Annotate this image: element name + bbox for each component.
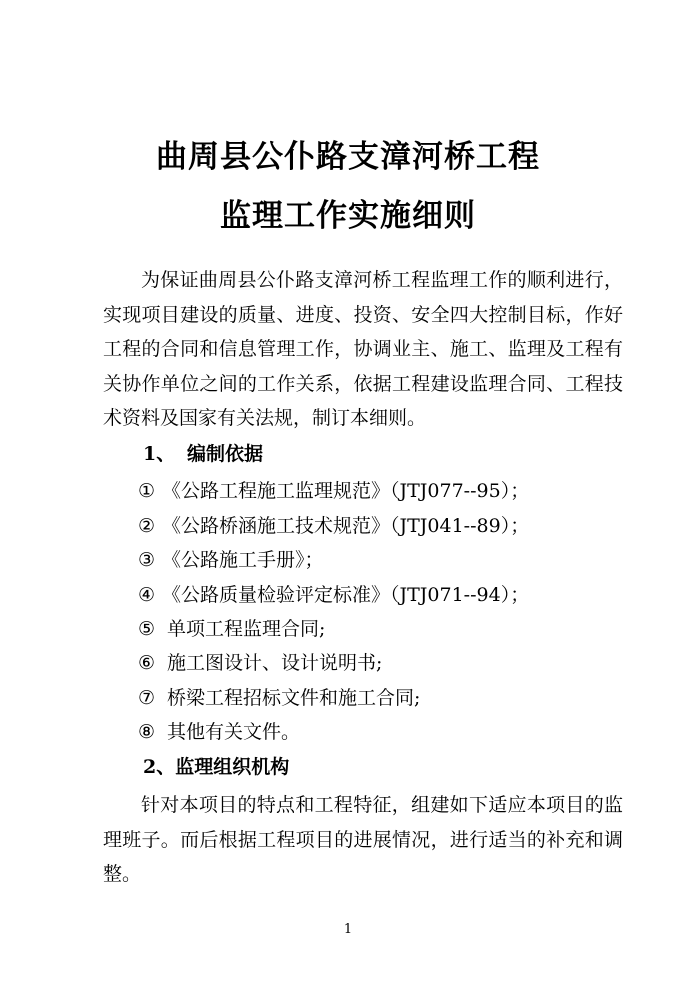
list-item xyxy=(138,514,529,538)
list-item xyxy=(138,479,529,503)
item-marker: ⑦ xyxy=(138,687,156,709)
document-title-line2: 监理工作实施细则 xyxy=(220,198,476,234)
item-text: 桥梁工程招标文件和施工合同; xyxy=(167,687,421,709)
item-text: 《公路质量检验评定标准》（JTJ071--94）； xyxy=(162,584,530,606)
list-item xyxy=(138,548,324,572)
list-item xyxy=(138,686,420,710)
page-number: 1 xyxy=(343,922,353,937)
item-marker: ⑧ xyxy=(138,721,156,743)
item-text: 《公路工程施工监理规范》（JTJ077--95）； xyxy=(162,480,530,502)
item-marker: ③ xyxy=(138,549,156,571)
section2-heading: 2、监理组织机构 xyxy=(143,756,290,778)
list-item xyxy=(138,617,325,641)
item-marker: ⑤ xyxy=(138,618,156,640)
section1-number: 1、 xyxy=(143,443,176,465)
document-title-line1: 曲周县公仆路支漳河桥工程 xyxy=(156,139,540,175)
item-marker: ⑥ xyxy=(138,652,156,674)
item-text: 《公路桥涵施工技术规范》（JTJ041--89）； xyxy=(162,515,530,537)
list-item xyxy=(138,583,529,607)
item-marker: ① xyxy=(138,480,156,502)
section1-heading xyxy=(143,442,263,466)
item-marker: ④ xyxy=(138,584,156,606)
item-text: 单项工程监理合同; xyxy=(167,618,326,640)
list-item xyxy=(138,720,300,744)
section1-title: 编制依据 xyxy=(187,443,264,465)
section2-paragraph: 针对本项目的特点和工程特征，组建如下适应本项目的监理班子。而后根据工程项目的进展情况，进行适当的补充和调整。 xyxy=(103,794,623,885)
item-text: 其他有关文件。 xyxy=(167,721,301,743)
item-text: 《公路施工手册》； xyxy=(162,549,324,571)
item-text: 施工图设计、设计说明书; xyxy=(167,652,383,674)
list-item xyxy=(138,651,382,675)
intro-paragraph: 为保证曲周县公仆路支漳河桥工程监理工作的顺利进行，实现项目建设的质量、进度、投资、安全四大控制目标，作好工程的合同和信息管理工作，协调业主、施工、监理及工程有关协作单位之间的工作关系，依据工程建设监理合同、工程技术资料及国家有关法规，制订本细则。 xyxy=(103,269,623,429)
item-marker: ② xyxy=(138,515,156,537)
